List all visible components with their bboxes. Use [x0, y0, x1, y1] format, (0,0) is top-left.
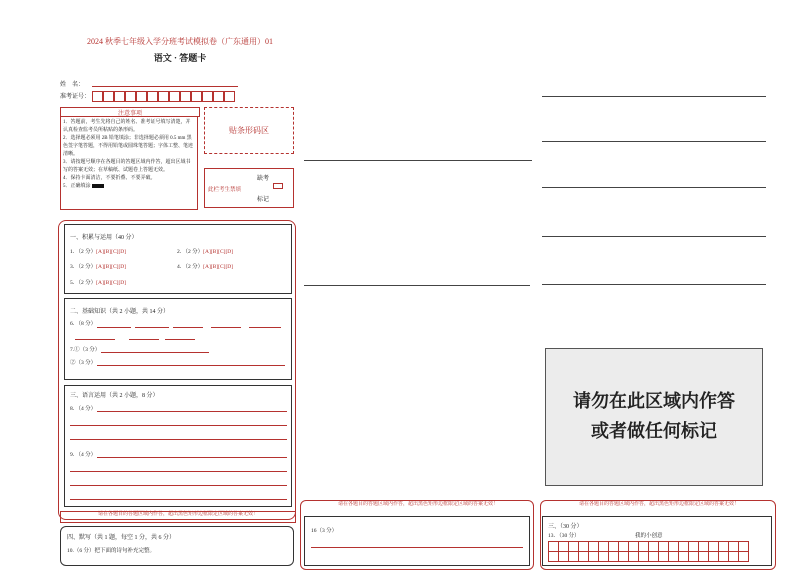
answer-line[interactable] [542, 141, 766, 142]
answer-line[interactable] [542, 187, 766, 188]
mc-question-4[interactable] [177, 262, 233, 270]
absent-bottom-label: 标记 [257, 197, 270, 203]
section-3-box [64, 385, 292, 507]
section-4-box [60, 526, 294, 566]
section-1-title: 一、积累与运用（40 分） [70, 235, 138, 241]
answer-line[interactable] [165, 339, 195, 340]
warning-banner: 请在各题目的答题区域内作答，超出黑色矩形边框限定区域的答案无效！ [337, 502, 498, 507]
mc-options[interactable]: [A][B][C][D] [96, 280, 127, 286]
answer-line[interactable] [542, 96, 766, 97]
question-7a-label: 7.①（3 分） [70, 347, 101, 353]
answer-line[interactable] [70, 471, 287, 472]
answer-line[interactable] [101, 352, 209, 353]
filled-sample-icon [92, 184, 104, 188]
exam-title: 2024 秋季七年级入学分班考试模拟卷（广东通用）01 [87, 37, 273, 46]
section-2-title: 二、基础知识（共 2 小题，共 14 分） [70, 309, 170, 315]
section-2-box [64, 298, 292, 380]
answer-line[interactable] [249, 327, 281, 328]
composition-title: 我的小创意 [635, 533, 663, 539]
question-6-label: 6．（8 分） [70, 321, 97, 327]
mc-number: 2．（2 分） [177, 249, 204, 255]
question-7b-label: ②（3 分） [70, 360, 97, 366]
notice-title: 注意事项 [117, 111, 142, 117]
no-answer-line-1: 请勿在此区域内作答 [573, 391, 735, 412]
absent-mark-box [204, 168, 294, 208]
section-1-box [64, 224, 292, 294]
warning-banner: 请在各题目的答题区域内作答，超出黑色矩形边框限定区域的答案无效！ [578, 502, 739, 507]
name-label: 姓 名： [60, 82, 85, 88]
composition-box [542, 516, 772, 566]
answer-line[interactable] [70, 425, 287, 426]
section-4-title: 四、默写（共 1 题，每空 1 分，共 6 分） [67, 535, 176, 541]
answer-line[interactable] [70, 499, 287, 500]
composition-grid[interactable] [548, 541, 749, 562]
mc-number: 4．（2 分） [177, 264, 204, 270]
answer-line[interactable] [173, 327, 203, 328]
answer-line[interactable] [211, 327, 241, 328]
notice-item: 2．选择题必须用 2B 铅笔填涂；非选择题必须用 0.5 mm 黑色签字笔答题，不得用铅笔或圆珠笔答题；字体工整、笔迹清晰。 [63, 136, 194, 157]
answer-line[interactable] [304, 160, 532, 161]
answer-line[interactable] [97, 457, 287, 458]
mc-number: 1．（2 分） [70, 249, 97, 255]
question-10-label: 10.（6 分）把下面的诗句补充完整。 [67, 548, 156, 554]
mc-number: 3．（2 分） [70, 264, 97, 270]
mc-options[interactable]: [A][B][C][D] [203, 249, 234, 255]
composition-section-title: 三、（30 分） [548, 524, 583, 530]
notice-item: 3．请按题号顺序在各题目的答题区域内作答，超出区域书写的答案无效；在草稿纸、试题卷上答题无效。 [63, 160, 191, 173]
no-answer-zone [545, 348, 763, 486]
answer-line[interactable] [129, 339, 159, 340]
answer-line[interactable] [97, 365, 285, 366]
absent-checkbox[interactable] [273, 183, 283, 189]
absent-forbidden-label: 此栏考生禁填 [208, 187, 242, 193]
answer-line[interactable] [97, 327, 131, 328]
notice-item: 4．保持卡面清洁，不要折叠、不要弄破。 [63, 176, 156, 181]
notice-box [60, 116, 198, 210]
notice-item-label: 5．正确填涂 [63, 184, 91, 189]
question-13-label: 13．（30 分） [548, 533, 580, 539]
exam-id-label: 准考证号： [60, 94, 91, 100]
mc-question-3[interactable] [70, 262, 126, 270]
answer-line[interactable] [311, 547, 523, 548]
answer-line[interactable] [304, 285, 530, 286]
mc-options[interactable]: [A][B][C][D] [203, 264, 234, 270]
name-field[interactable] [92, 86, 238, 87]
answer-line[interactable] [542, 236, 766, 237]
answer-line[interactable] [70, 485, 287, 486]
answer-line[interactable] [542, 284, 766, 285]
question-16-box [304, 516, 530, 566]
question-16-label: 16（3 分） [311, 528, 338, 534]
notice-item: 1．答题前，考生先将自己的姓名、准考证号填写清楚，并认真检查监考员所粘贴的条形码。 [63, 120, 191, 133]
mc-question-1[interactable] [70, 247, 126, 255]
mc-number: 5．（2 分） [70, 280, 97, 286]
warning-banner: 请在各题目的答题区域内作答，超出黑色矩形边框限定区域的答案无效！ [60, 511, 296, 523]
barcode-label: 贴条形码区 [229, 126, 269, 135]
no-answer-line-2: 或者做任何标记 [591, 421, 717, 442]
barcode-area [204, 107, 294, 154]
absent-top-label: 缺考 [257, 176, 270, 182]
mc-options[interactable]: [A][B][C][D] [96, 264, 127, 270]
answer-line[interactable] [70, 439, 287, 440]
section-3-title: 三、语言运用（共 2 小题，8 分） [70, 393, 159, 399]
exam-subtitle: 语文 · 答题卡 [153, 53, 207, 63]
answer-line[interactable] [135, 327, 169, 328]
mc-question-2[interactable] [177, 247, 233, 255]
exam-id-boxes[interactable] [92, 89, 235, 107]
question-9-label: 9．（4 分） [70, 452, 97, 458]
question-8-label: 8．（4 分） [70, 406, 97, 412]
mc-question-5[interactable] [70, 278, 126, 286]
mc-options[interactable]: [A][B][C][D] [96, 249, 127, 255]
answer-line[interactable] [97, 411, 287, 412]
notice-item [63, 183, 195, 191]
answer-line[interactable] [75, 339, 115, 340]
